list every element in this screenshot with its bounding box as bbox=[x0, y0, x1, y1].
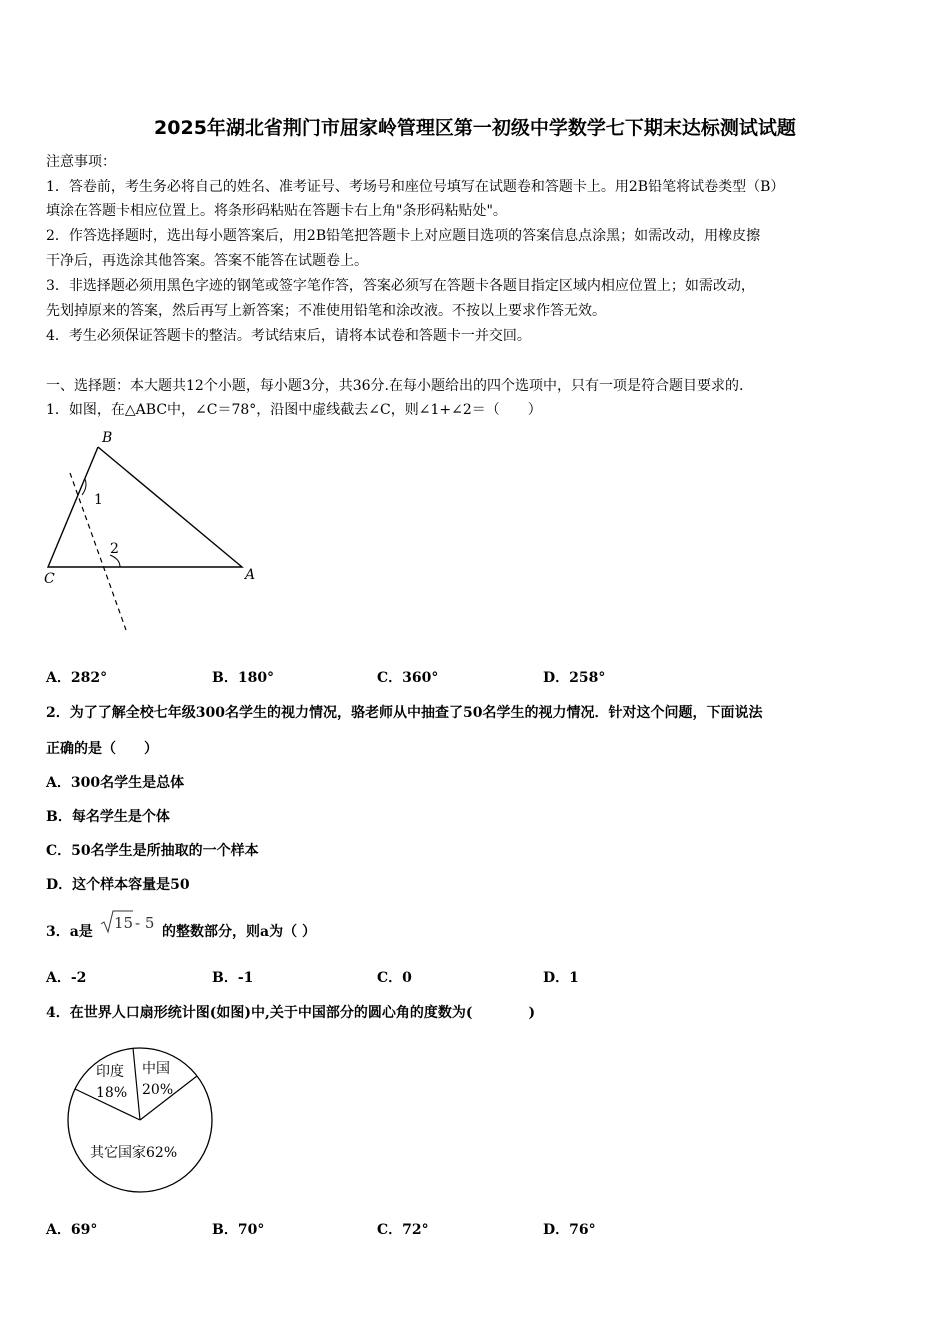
q1-triangle-figure bbox=[40, 425, 270, 635]
q2-option-d[interactable]: D．这个样本容量是50 bbox=[46, 877, 190, 893]
q1-stem: 1．如图，在△ABC中，∠C＝78°，沿图中虚线截去∠C，则∠1+∠2＝（ ） bbox=[46, 402, 542, 418]
notice-line: 3．非选择题必须用黑色字迹的钢笔或签字笔作答，答案必须写在答题卡各题目指定区域内相应位置上；如需改动， bbox=[46, 278, 755, 294]
china-percent-label: 20% bbox=[142, 1082, 174, 1098]
q1-option-a[interactable]: A．282° bbox=[46, 670, 108, 686]
q1-option-c[interactable]: C．360° bbox=[377, 670, 439, 686]
q3-stem-prefix: 3．a是 bbox=[46, 924, 93, 940]
notice-line: 2．作答选择题时，选出每小题答案后，用2B铅笔把答题卡上对应题目选项的答案信息点涂黑；如需改动，用橡皮擦 bbox=[46, 228, 761, 244]
section-heading: 一、选择题：本大题共12个小题，每小题3分，共36分.在每小题给出的四个选项中，只有一项是符合题目要求的. bbox=[46, 378, 744, 394]
q2-stem-line1: 2．为了了解全校七年级300名学生的视力情况，骆老师从中抽查了50名学生的视力情况．针对这个问题，下面说法 bbox=[46, 705, 763, 721]
notice-heading: 注意事项： bbox=[46, 154, 116, 170]
q4-option-a[interactable]: A．69° bbox=[46, 1222, 98, 1238]
vertex-c-label: C bbox=[44, 571, 55, 587]
india-name-label: 印度 bbox=[96, 1064, 124, 1080]
q4-option-d[interactable]: D．76° bbox=[543, 1222, 596, 1238]
notice-line: 填涂在答题卡相应位置上。将条形码粘贴在答题卡右上角"条形码粘贴处"。 bbox=[46, 203, 507, 219]
q4-option-c[interactable]: C．72° bbox=[377, 1222, 429, 1238]
india-percent-label: 18% bbox=[96, 1085, 128, 1101]
angle-2-label: 2 bbox=[110, 541, 119, 557]
q1-option-d[interactable]: D．258° bbox=[543, 670, 606, 686]
q1-option-b[interactable]: B．180° bbox=[212, 670, 275, 686]
vertex-a-label: A bbox=[245, 567, 256, 583]
q2-stem-line2: 正确的是（ ） bbox=[46, 741, 158, 757]
q3-stem-suffix: 的整数部分，则a为（ ） bbox=[162, 924, 316, 940]
q4-pie-chart bbox=[60, 1040, 220, 1200]
pie-divider-top bbox=[133, 1048, 140, 1120]
notice-line: 先划掉原来的答案，然后再写上新答案；不准使用铅笔和涂改液。不按以上要求作答无效。 bbox=[46, 303, 606, 319]
q2-option-c[interactable]: C．50名学生是所抽取的一个样本 bbox=[46, 843, 259, 859]
minus-five: - 5 bbox=[135, 914, 155, 932]
notice-line: 干净后，再选涂其他答案。答案不能答在试题卷上。 bbox=[46, 253, 368, 269]
q4-option-b[interactable]: B．70° bbox=[212, 1222, 265, 1238]
q3-radical-expression bbox=[99, 908, 163, 938]
q2-option-b[interactable]: B．每名学生是个体 bbox=[46, 809, 170, 825]
radicand: 15 bbox=[114, 914, 134, 932]
q3-option-a[interactable]: A．-2 bbox=[46, 970, 87, 986]
notice-line: 1．答卷前，考生务必将自己的姓名、准考证号、考场号和座位号填写在试题卷和答题卡上。用2B铅笔将试卷类型（B） bbox=[46, 179, 785, 195]
q3-option-d[interactable]: D．1 bbox=[543, 970, 579, 986]
triangle-edges bbox=[48, 447, 242, 567]
angle-1-label: 1 bbox=[94, 492, 103, 508]
notice-line: 4．考生必须保证答题卡的整洁。考试结束后，请将本试卷和答题卡一并交回。 bbox=[46, 328, 531, 344]
vertex-b-label: B bbox=[102, 430, 113, 446]
q3-option-c[interactable]: C．0 bbox=[377, 970, 412, 986]
q4-stem: 4．在世界人口扇形统计图(如图)中,关于中国部分的圆心角的度数为( ) bbox=[46, 1005, 536, 1021]
other-countries-label: 其它国家62% bbox=[90, 1145, 178, 1161]
page-title: 2025年湖北省荆门市屈家岭管理区第一初级中学数学七下期末达标测试试题 bbox=[154, 117, 796, 139]
china-name-label: 中国 bbox=[142, 1061, 170, 1077]
q3-option-b[interactable]: B．-1 bbox=[212, 970, 254, 986]
q2-option-a[interactable]: A．300名学生是总体 bbox=[46, 775, 185, 791]
